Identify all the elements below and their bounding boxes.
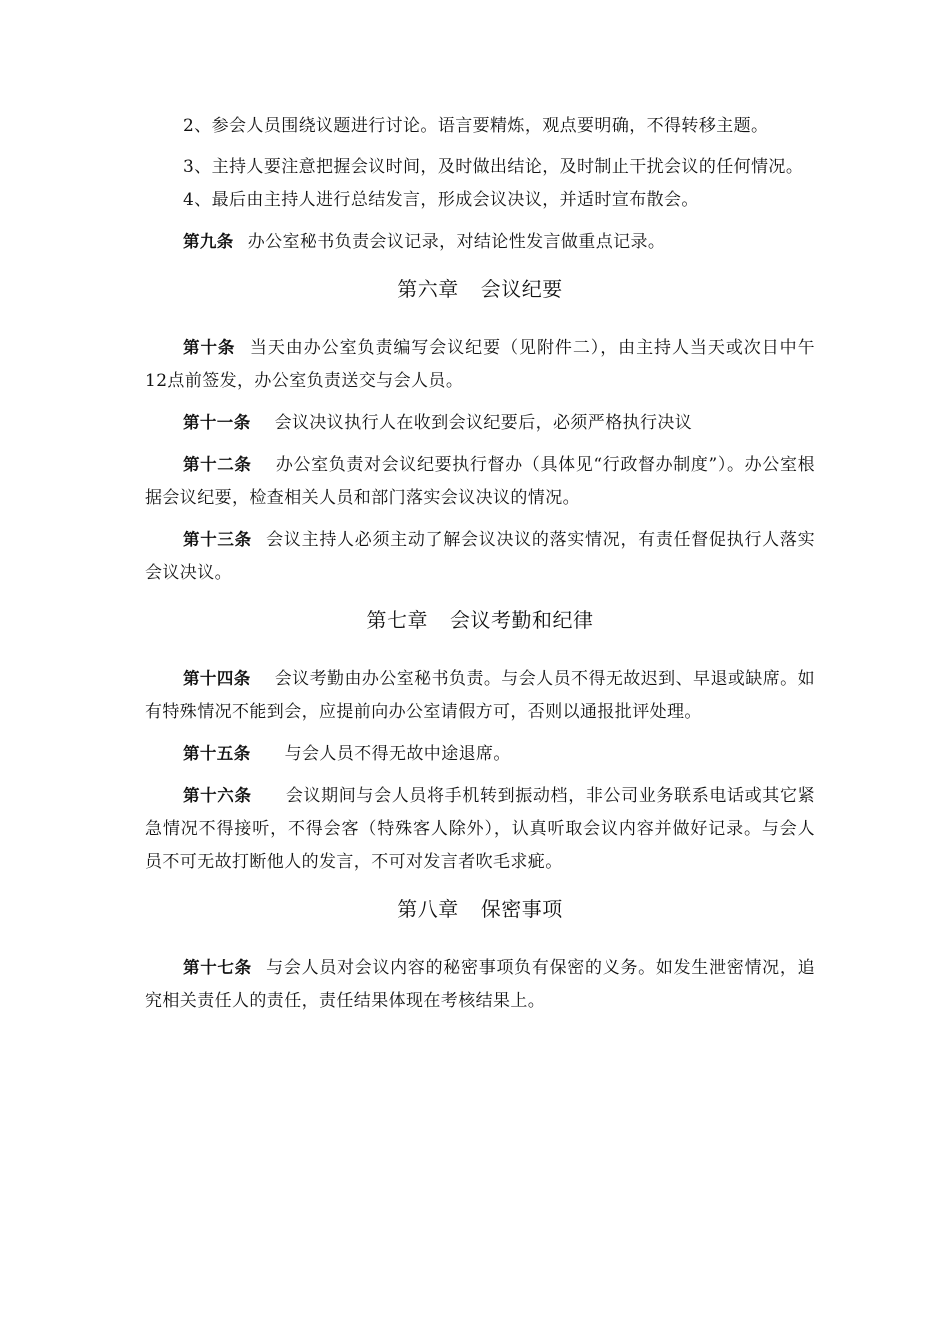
article-10 — [145, 331, 815, 398]
article-16 — [145, 779, 815, 879]
article-text: 会议考勤由办公室秘书负责。与会人员不得无故迟到、早退或缺席。如有特殊情况不能到会，应提前向办公室请假方可，否则以通报批评处理。 — [145, 669, 815, 722]
article-text: 会议决议执行人在收到会议纪要后，必须严格执行决议 — [274, 413, 693, 433]
article-17 — [145, 951, 815, 1018]
article-label: 第十一条 — [183, 413, 251, 432]
article-12 — [145, 448, 815, 515]
article-label: 第十六条 — [183, 786, 252, 805]
clause-text: 3、主持人要注意把握会议时间，及时做出结论，及时制止干扰会议的任何情况。 — [183, 157, 804, 177]
article-text: 会议期间与会人员将手机转到振动档，非公司业务联系电话或其它紧急情况不得接听，不得会客（特殊客人除外），认真听取会议内容并做好记录。与会人员不可无故打断他人的发言，不可对发言者吹毛求疵。 — [145, 786, 815, 872]
article-9 — [145, 225, 815, 259]
clause-item-4 — [145, 184, 815, 217]
article-label: 第十七条 — [183, 958, 252, 977]
clause-item-3 — [145, 151, 815, 184]
chapter-number: 第七章 — [366, 608, 428, 632]
clause-item-2 — [145, 110, 815, 143]
chapter-title: 会议考勤和纪律 — [450, 608, 594, 632]
article-label: 第十二条 — [183, 455, 252, 474]
clause-text: 2、参会人员围绕议题进行讨论。语言要精炼，观点要明确，不得转移主题。 — [183, 116, 769, 136]
article-text: 与会人员对会议内容的秘密事项负有保密的义务。如发生泄密情况，追究相关责任人的责任，责任结果体现在考核结果上。 — [145, 958, 815, 1011]
article-label: 第九条 — [183, 232, 234, 251]
article-label: 第十三条 — [183, 530, 252, 549]
article-15 — [145, 737, 815, 771]
article-text: 办公室负责对会议纪要执行督办（具体见“行政督办制度”）。办公室根据会议纪要，检查相关人员和部门落实会议决议的情况。 — [145, 455, 815, 508]
article-text: 与会人员不得无故中途退席。 — [284, 744, 511, 764]
chapter-heading-7 — [145, 600, 815, 640]
article-label: 第十条 — [183, 338, 236, 357]
document-body — [145, 110, 815, 1018]
article-13 — [145, 523, 815, 590]
chapter-title: 会议纪要 — [480, 277, 563, 301]
chapter-title: 保密事项 — [480, 897, 563, 921]
chapter-number: 第六章 — [397, 277, 459, 301]
chapter-heading-6 — [145, 269, 815, 309]
article-text: 当天由办公室负责编写会议纪要（见附件二），由主持人当天或次日中午12点前签发，办公室负责送交与会人员。 — [145, 338, 815, 391]
article-text: 会议主持人必须主动了解会议决议的落实情况，有责任督促执行人落实会议决议。 — [145, 530, 815, 583]
article-11 — [145, 406, 815, 440]
clause-text: 4、最后由主持人进行总结发言，形成会议决议，并适时宣布散会。 — [183, 190, 699, 210]
article-text: 办公室秘书负责会议记录，对结论性发言做重点记录。 — [247, 232, 666, 252]
chapter-heading-8 — [145, 889, 815, 929]
article-14 — [145, 662, 815, 729]
article-label: 第十四条 — [183, 669, 251, 688]
chapter-number: 第八章 — [397, 897, 459, 921]
article-label: 第十五条 — [183, 744, 251, 763]
